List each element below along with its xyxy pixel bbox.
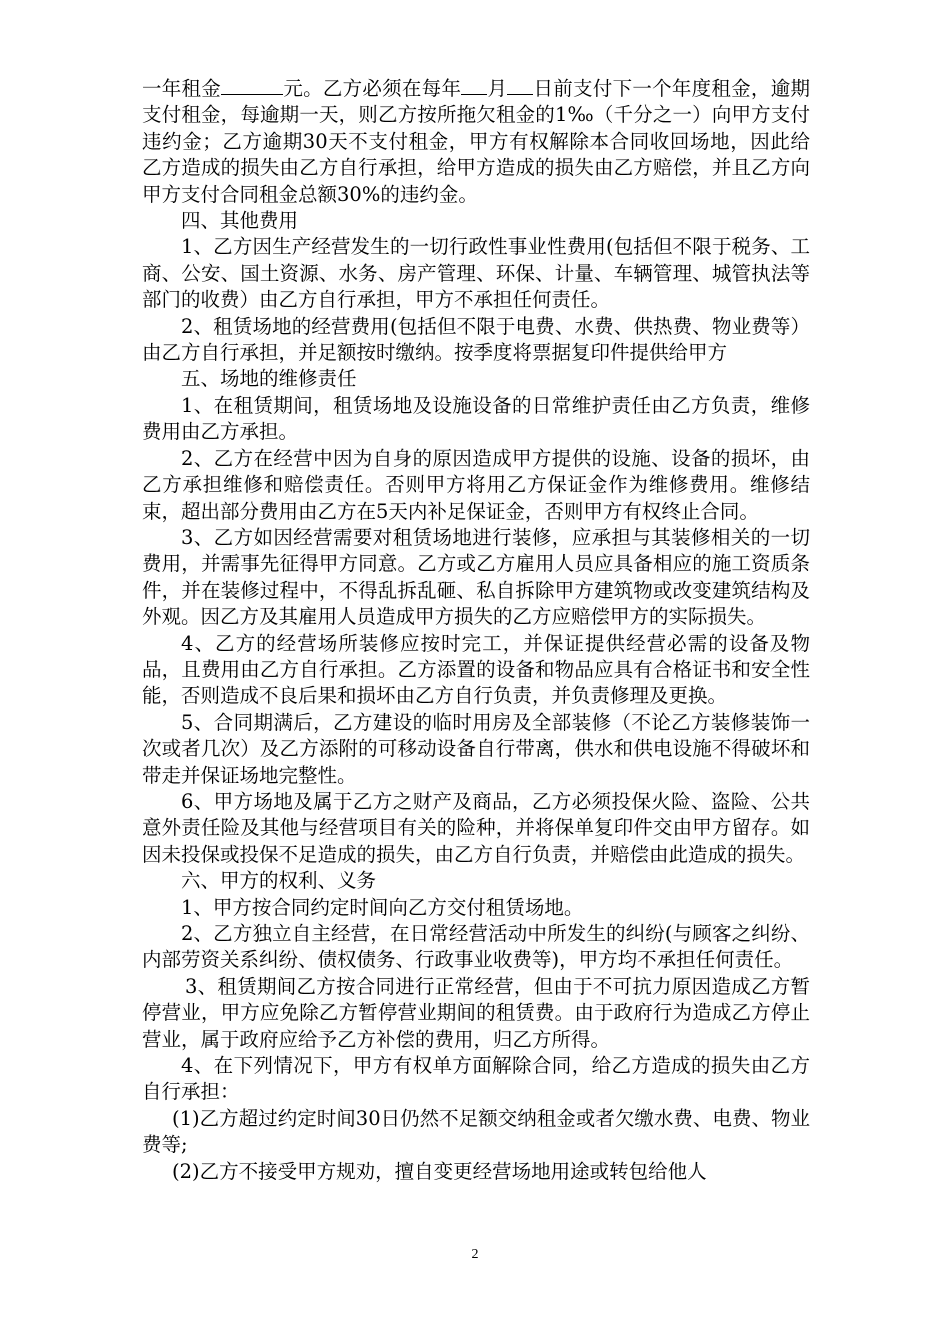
clause-5-5: 5、合同期满后，乙方建设的临时用房及全部装修（不论乙方装修装饰一次或者几次）及乙方添附的可移动设备自行带离，供水和供电设施不得破坏和带走并保证场地完整性。 — [142, 710, 810, 787]
clause-5-2: 2、乙方在经营中因为自身的原因造成甲方提供的设施、设备的损坏，由乙方承担维修和赔偿责任。否则甲方将用乙方保证金作为维修费用。维修结束，超出部分费用由乙方在5天内补足保证金，否则甲方有权终止合同。 — [142, 446, 810, 523]
clause-4-1: 1、乙方因生产经营发生的一切行政性事业性费用(包括但不限于税务、工商、公安、国土资源、水务、房产管理、环保、计量、车辆管理、城管执法等部门的收费）由乙方自行承担，甲方不承担任何责任。 — [142, 235, 810, 312]
blank-rent-amount — [221, 74, 283, 95]
clause-5-1: 1、在租赁期间，租赁场地及设施设备的日常维护责任由乙方负责，维修费用由乙方承担。 — [142, 393, 810, 444]
rent-text-4: 日前支付下一个年度租金，逾期支付租金，每逾期一天，则乙方按所拖欠租金的1‰（千分之一）向甲方支付违约金；乙方逾期30天不支付租金，甲方有权解除本合同收回场地，因此给乙方造成的损失由乙方自行承担，给甲方造成的损失由乙方赔偿，并且乙方向甲方支付合同租金总额30%的违约金。 — [142, 77, 810, 206]
heading-maintenance: 五、场地的维修责任 — [181, 367, 357, 391]
clause-6-4-item-1: (1)乙方超过约定时间30日仍然不足额交纳租金或者欠缴水费、电费、物业费等; — [142, 1106, 810, 1157]
rent-text-1: 一年租金 — [142, 77, 222, 100]
clause-4-2: 2、租赁场地的经营费用(包括但不限于电费、水费、供热费、物业费等）由乙方自行承担，并足额按时缴纳。按季度将票据复印件提供给甲方 — [142, 314, 810, 365]
blank-month — [461, 74, 487, 95]
rent-text-2: 元。乙方必须在每年 — [283, 77, 462, 100]
page-number: 2 — [471, 1247, 479, 1262]
clause-6-4-item-2: (2)乙方不接受甲方规劝，擅自变更经营场地用途或转包给他人 — [172, 1159, 707, 1183]
document-body — [142, 74, 810, 1185]
clause-5-4: 4、乙方的经营场所装修应按时完工，并保证提供经营必需的设备及物品，且费用由乙方自行承担。乙方添置的设备和物品应具有合格证书和安全性能，否则造成不良后果和损坏由乙方自行负责，并负责修理及更换。 — [142, 631, 810, 708]
paragraph-rent-payment — [142, 74, 810, 208]
rent-text-3: 月 — [487, 77, 508, 100]
clause-5-6: 6、甲方场地及属于乙方之财产及商品，乙方必须投保火险、盗险、公共意外责任险及其他与经营项目有关的险种，并将保单复印件交由甲方留存。如因未投保或投保不足造成的损失，由乙方自行负责，并赔偿由此造成的损失。 — [142, 789, 810, 866]
clause-6-1: 1、甲方按合同约定时间向乙方交付租赁场地。 — [181, 895, 584, 919]
blank-day — [507, 74, 533, 95]
heading-other-fees: 四、其他费用 — [181, 209, 299, 233]
clause-6-2: 2、乙方独立自主经营，在日常经营活动中所发生的纠纷(与顾客之纠纷、内部劳资关系纠纷、债权债务、行政事业收费等)，甲方均不承担任何责任。 — [142, 922, 810, 972]
clause-6-3: 3、租赁期间乙方按合同进行正常经营，但由于不可抗力原因造成乙方暂停营业，甲方应免除乙方暂停营业期间的租赁费。由于政府行为造成乙方停止营业，属于政府应给予乙方补偿的费用，归乙方所得。 — [142, 974, 810, 1051]
clause-5-3: 3、乙方如因经营需要对租赁场地进行装修，应承担与其装修相关的一切费用，并需事先征得甲方同意。乙方或乙方雇用人员应具备相应的施工资质条件，并在装修过程中，不得乱拆乱砸、私自拆除甲方建筑物或改变建筑结构及外观。因乙方及其雇用人员造成甲方损失的乙方应赔偿甲方的实际损失。 — [142, 525, 810, 629]
heading-lessor-rights: 六、甲方的权利、义务 — [181, 869, 377, 893]
clause-6-4: 4、在下列情况下，甲方有权单方面解除合同，给乙方造成的损失由乙方自行承担： — [142, 1054, 810, 1104]
